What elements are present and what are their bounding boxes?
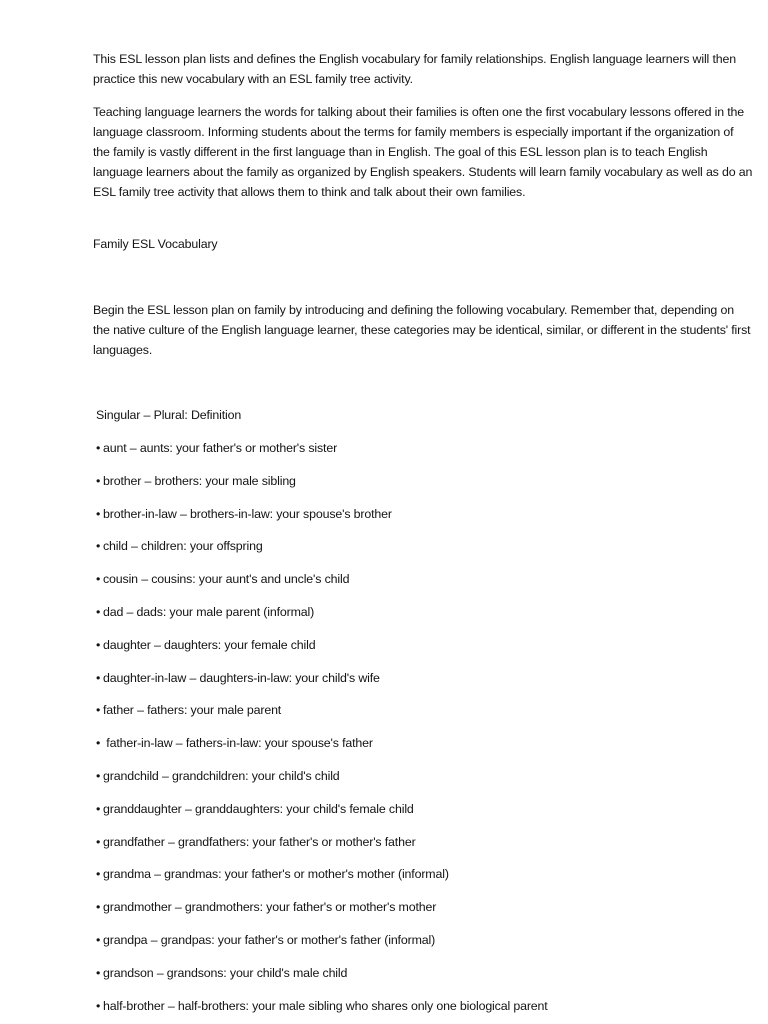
bullet-icon: •	[96, 900, 101, 915]
bullet-icon: •	[96, 932, 101, 947]
vocab-text: grandfather – grandfathers: your father's or mother's father	[103, 834, 416, 849]
vocab-text: aunt – aunts: your father's or mother's sister	[103, 441, 338, 455]
vocab-item	[96, 832, 548, 865]
bullet-icon: •	[96, 867, 101, 882]
vocab-text: grandma – grandmas: your father's or mother's mother (informal)	[103, 867, 449, 882]
vocab-text: father – fathers: your male parent	[103, 703, 282, 718]
vocab-item	[96, 602, 548, 635]
vocab-text: daughter-in-law – daughters-in-law: your child's wife	[103, 670, 380, 685]
vocab-item	[96, 996, 548, 1024]
vocab-text: grandpa – grandpas: your father's or mother's father (informal)	[103, 932, 436, 947]
bullet-icon: •	[96, 670, 101, 685]
bullet-icon: •	[96, 473, 101, 488]
vocab-item	[96, 668, 548, 701]
vocab-list-header: Singular – Plural: Definition	[96, 408, 242, 422]
bullet-icon: •	[96, 965, 101, 980]
vocab-item	[96, 930, 548, 963]
bullet-icon: •	[96, 703, 101, 718]
vocab-item	[96, 635, 548, 668]
bullet-icon: •	[96, 506, 101, 521]
vocab-text: granddaughter – granddaughters: your child's female child	[103, 801, 414, 816]
section-heading: Family ESL Vocabulary	[93, 237, 218, 251]
bullet-icon: •	[96, 736, 101, 751]
vocab-text: child – children: your offspring	[103, 539, 263, 554]
vocab-text: father-in-law – fathers-in-law: your spouse's father	[103, 736, 373, 751]
vocab-item	[96, 766, 548, 799]
vocab-item	[96, 536, 548, 569]
bullet-icon: •	[96, 441, 101, 455]
bullet-icon: •	[96, 539, 101, 554]
intro-paragraph: This ESL lesson plan lists and defines the English vocabulary for family relationships. English language learners will then practice this new vocabulary with an ESL family tree activity.	[93, 52, 736, 86]
vocab-text: brother – brothers: your male sibling	[103, 473, 296, 488]
vocab-item	[96, 438, 548, 471]
bullet-icon: •	[96, 572, 101, 587]
vocab-text: grandmother – grandmothers: your father's or mother's mother	[103, 900, 437, 915]
vocab-text: brother-in-law – brothers-in-law: your spouse's brother	[103, 506, 392, 521]
bullet-icon: •	[96, 768, 101, 783]
bullet-icon: •	[96, 998, 101, 1013]
instructions-paragraph: Begin the ESL lesson plan on family by introducing and defining the following vocabulary. Remember that, depending on the native culture of the English language learner, these categories may be identical, similar, or different in the students' first languages.	[93, 303, 751, 357]
bullet-icon: •	[96, 801, 101, 816]
vocab-text: grandchild – grandchildren: your child's child	[103, 768, 340, 783]
vocab-item	[96, 864, 548, 897]
vocab-item	[96, 471, 548, 504]
bullet-icon: •	[96, 604, 101, 619]
teaching-paragraph: Teaching language learners the words for talking about their families is often one the first vocabulary lessons offered in the language classroom. Informing students about the terms for family members is especially important if the organization of the family is vastly different in the first language than in English. The goal of this ESL lesson plan is to teach English language learners about the family as organized by English speakers. Students will learn family vocabulary as well as do an ESL family tree activity that allows them to think and talk about their own families.	[93, 105, 753, 199]
vocab-text: dad – dads: your male parent (informal)	[103, 604, 315, 619]
vocab-item	[96, 897, 548, 930]
bullet-icon: •	[96, 834, 101, 849]
vocab-item	[96, 799, 548, 832]
vocab-text: half-brother – half-brothers: your male sibling who shares only one biological parent	[103, 998, 548, 1013]
vocab-text: cousin – cousins: your aunt's and uncle's child	[103, 572, 350, 587]
vocab-item	[96, 700, 548, 733]
vocab-item	[96, 733, 548, 766]
vocab-text: daughter – daughters: your female child	[103, 637, 316, 652]
bullet-icon: •	[96, 637, 101, 652]
vocab-item	[96, 569, 548, 602]
vocab-text: grandson – grandsons: your child's male child	[103, 965, 348, 980]
vocab-item	[96, 963, 548, 996]
vocab-list	[96, 438, 548, 1024]
vocab-item	[96, 504, 548, 537]
